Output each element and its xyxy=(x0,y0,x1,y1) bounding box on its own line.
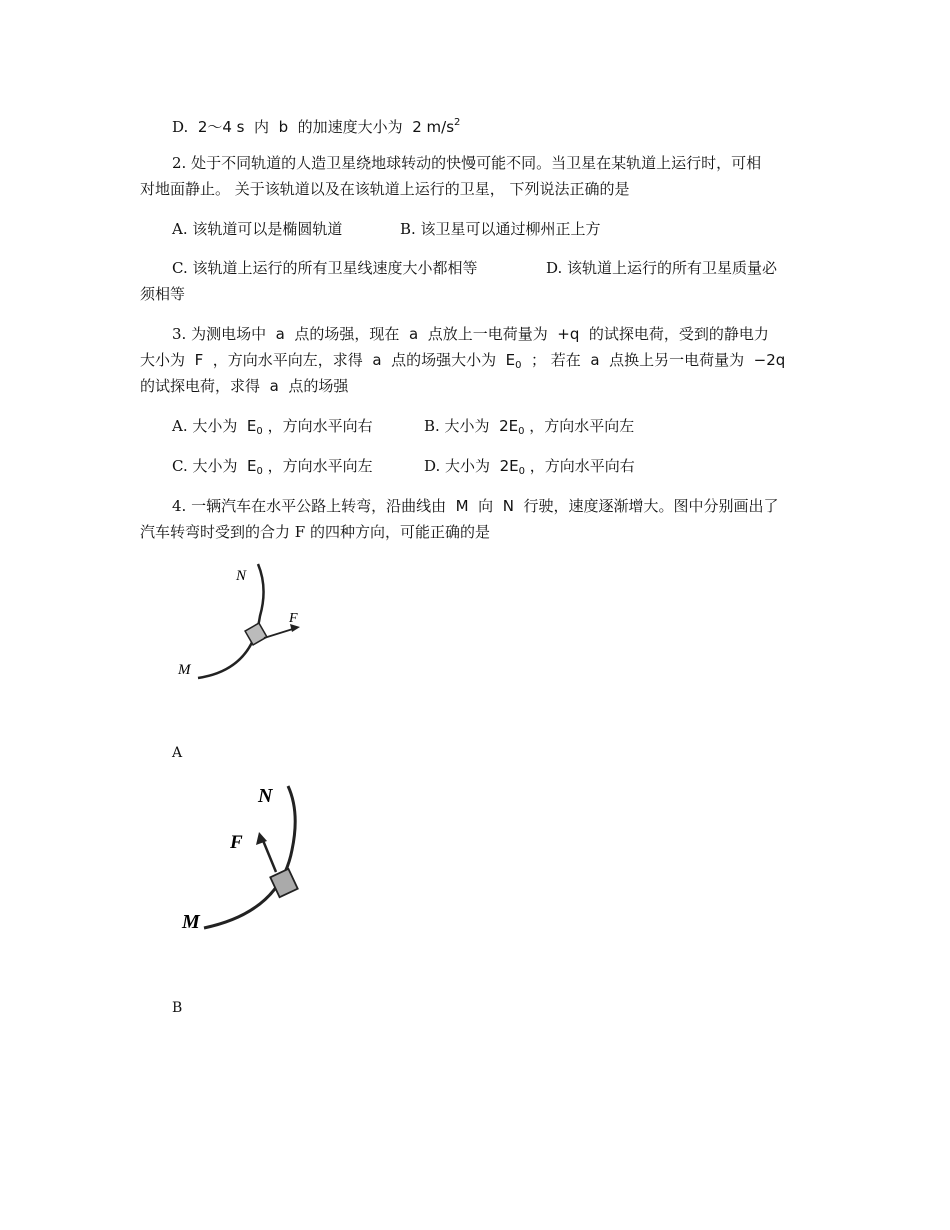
point-n: N xyxy=(502,497,514,515)
variable: a xyxy=(269,377,279,395)
text: ，方向水平向右 xyxy=(529,457,635,475)
q2-stem-line2: 对地面静止。 关于该轨道以及在该轨道上运行的卫星， 下列说法正确的是 xyxy=(140,180,630,198)
subscript: 0 xyxy=(256,466,263,477)
text: 点换上另一电荷量为 xyxy=(609,351,745,369)
text: B. 大小为 xyxy=(424,417,490,435)
label-m: M xyxy=(178,662,191,678)
text: 行驶，速度逐渐增大。图中分别画出了 xyxy=(523,497,779,515)
variable: a xyxy=(372,351,382,369)
q3-stem-line3 xyxy=(140,376,348,396)
text: 内 xyxy=(254,118,270,136)
text: 点的场强大小为 xyxy=(391,351,497,369)
q3-option-c xyxy=(172,456,373,482)
q3-option-d xyxy=(424,456,635,482)
variable: a xyxy=(590,351,600,369)
variable: b xyxy=(278,118,289,136)
subscript: 0 xyxy=(518,466,525,477)
field-symbol: E xyxy=(247,457,257,475)
text: C. 大小为 xyxy=(172,457,238,475)
q3-option-a xyxy=(172,416,373,442)
text: 的试探电荷，求得 xyxy=(140,377,261,395)
figure-b xyxy=(172,780,322,940)
q4-stem-line1 xyxy=(172,496,779,516)
car-block xyxy=(270,869,297,897)
label-f: F xyxy=(289,611,298,626)
text: 4. 一辆汽车在水平公路上转弯，沿曲线由 xyxy=(172,497,447,515)
text: 向 xyxy=(478,497,494,515)
q1-option-d xyxy=(172,113,460,137)
text: 点的场强 xyxy=(288,377,349,395)
text: 点的场强，现在 xyxy=(294,325,400,343)
variable: a xyxy=(275,325,285,343)
text: ，方向水平向右 xyxy=(267,417,373,435)
time-range: 2～4 s xyxy=(197,118,245,136)
q2-option-a: A. 该轨道可以是椭圆轨道 xyxy=(172,220,343,238)
figure-a-caption: A xyxy=(172,745,183,761)
curve-path xyxy=(204,786,295,928)
curve-path xyxy=(198,564,264,678)
force-arrow xyxy=(262,838,276,872)
subscript: 0 xyxy=(518,426,525,437)
car-block xyxy=(245,623,267,645)
text: ，方向水平向左 xyxy=(267,457,373,475)
variable: a xyxy=(408,325,419,343)
text: ； 若在 xyxy=(531,351,581,369)
text: 的加速度大小为 xyxy=(297,118,403,136)
option-letter: D. xyxy=(172,118,189,136)
force-arrow xyxy=(264,628,296,638)
subscript: 0 xyxy=(256,426,263,437)
text: 的试探电荷，受到的静电力 xyxy=(588,325,769,343)
label-f: F xyxy=(230,832,243,853)
q2-option-d-cont: 须相等 xyxy=(140,285,186,303)
charge: +q xyxy=(557,325,580,343)
text: ，方向水平向左 xyxy=(529,417,635,435)
q2-option-c: C. 该轨道上运行的所有卫星线速度大小都相等 xyxy=(172,259,478,277)
q2-option-b: B. 该卫星可以通过柳州正上方 xyxy=(400,220,601,238)
charge: −2q xyxy=(753,351,786,369)
text: 3. 为测电场中 xyxy=(172,325,267,343)
variable: F xyxy=(194,351,204,369)
figure-b-caption: B xyxy=(172,1000,183,1016)
text: A. 大小为 xyxy=(172,417,238,435)
q3-stem-line2 xyxy=(140,350,785,376)
figure-a xyxy=(172,560,312,690)
label-n: N xyxy=(236,568,247,584)
q4-stem-line2: 汽车转弯时受到的合力 F 的四种方向，可能正确的是 xyxy=(140,523,490,541)
field-symbol: E xyxy=(246,417,257,435)
label-m: M xyxy=(182,911,200,933)
exponent: 2 xyxy=(454,117,461,128)
text: 点放上一电荷量为 xyxy=(427,325,548,343)
point-m: M xyxy=(455,497,469,515)
label-n: N xyxy=(258,785,273,807)
acceleration-value: 2 m/s xyxy=(412,118,455,136)
text: ，方向水平向左，求得 xyxy=(212,351,363,369)
text: 大小为 xyxy=(140,351,186,369)
text: D. 大小为 xyxy=(424,457,491,475)
field-symbol: E xyxy=(505,351,516,369)
q2-option-d: D. 该轨道上运行的所有卫星质量必 xyxy=(546,259,778,277)
q2-stem-line1: 2. 处于不同轨道的人造卫星绕地球转动的快慢可能不同。当卫星在某轨道上运行时，可相 xyxy=(172,154,762,172)
q3-option-b xyxy=(424,416,634,442)
q3-stem-line1 xyxy=(172,324,769,344)
field-symbol: 2E xyxy=(499,457,519,475)
subscript: 0 xyxy=(515,360,522,371)
field-symbol: 2E xyxy=(499,417,519,435)
